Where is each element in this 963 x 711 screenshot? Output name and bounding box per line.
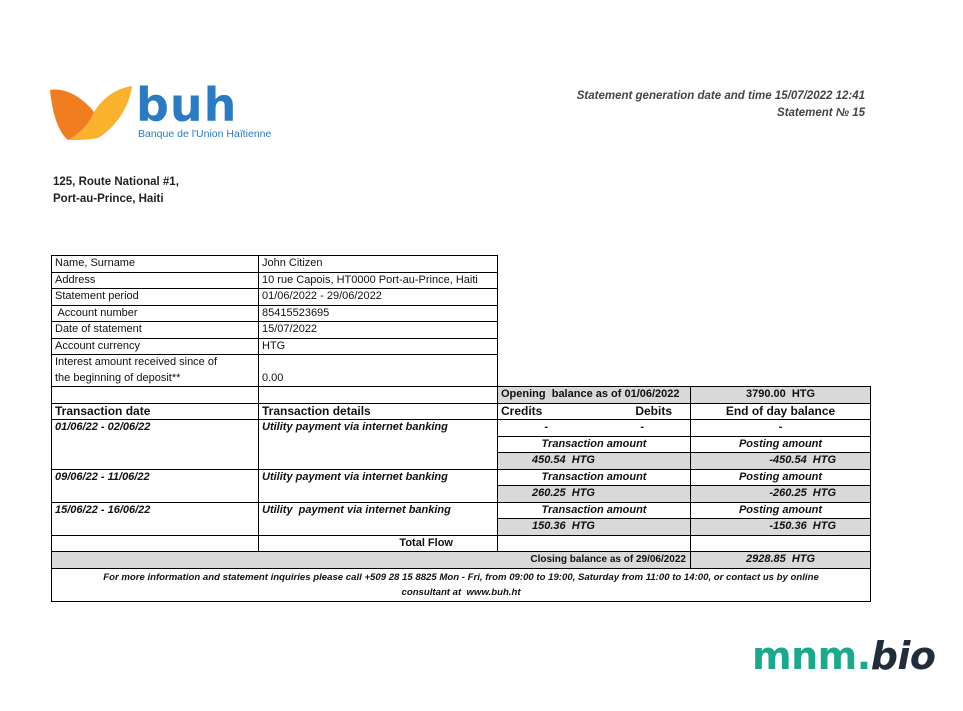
- footer-info: [52, 568, 871, 601]
- total-flow-label: Total Flow: [259, 535, 498, 552]
- posting-amount-label: Posting amount: [691, 469, 871, 486]
- bank-address: [53, 174, 179, 208]
- transaction-amount-label: Transaction amount: [498, 436, 691, 453]
- info-row: [52, 289, 871, 306]
- transaction-date: 01/06/22 - 02/06/22: [52, 420, 259, 470]
- statement-number: Statement № 15: [777, 107, 865, 119]
- info-label: Date of statement: [52, 322, 259, 339]
- bank-address-line1: 125, Route National #1,: [53, 176, 179, 188]
- posting-amount: -260.25 HTG: [691, 486, 871, 503]
- info-row: [52, 338, 871, 355]
- info-value: 01/06/2022 - 29/06/2022: [259, 289, 498, 306]
- transaction-details: Utility payment via internet banking: [259, 469, 498, 502]
- posting-amount-label: Posting amount: [691, 436, 871, 453]
- transaction-row: [52, 502, 871, 519]
- info-value: 10 rue Capois, HT0000 Port-au-Prince, Haiti: [259, 272, 498, 289]
- info-value: 85415523695: [259, 305, 498, 322]
- transaction-amount: 150.36 HTG: [498, 519, 691, 536]
- interest-row: [52, 355, 871, 371]
- info-label: Account number: [52, 305, 259, 322]
- transaction-date: 09/06/22 - 11/06/22: [52, 469, 259, 502]
- info-label: Name, Surname: [52, 256, 259, 273]
- col-transaction-details: Transaction details: [259, 403, 498, 420]
- info-label: Address: [52, 272, 259, 289]
- brand-name: buh: [136, 78, 238, 132]
- footer-row: [52, 568, 871, 601]
- info-row: [52, 272, 871, 289]
- transaction-date: 15/06/22 - 16/06/22: [52, 502, 259, 535]
- statement-table: [51, 255, 871, 602]
- col-credits: Credits: [498, 403, 595, 420]
- transaction-debit: -: [595, 420, 691, 437]
- closing-balance-label: Closing balance as of 29/06/2022: [52, 552, 691, 569]
- statement-header: [577, 88, 865, 122]
- closing-balance-row: [52, 552, 871, 569]
- watermark-logo: [752, 634, 936, 678]
- interest-row-2: [52, 371, 871, 387]
- transaction-amount-label: Transaction amount: [498, 469, 691, 486]
- interest-label-line2: the beginning of deposit**: [52, 371, 259, 387]
- watermark-part2: bio: [870, 634, 936, 678]
- total-flow-row: [52, 535, 871, 552]
- col-end-of-day: End of day balance: [691, 403, 871, 420]
- transaction-amount-label: Transaction amount: [498, 502, 691, 519]
- generation-datetime: Statement generation date and time 15/07/2022 12:41: [576, 90, 865, 102]
- transaction-row: [52, 420, 871, 437]
- col-debits: Debits: [595, 403, 691, 420]
- footer-line2: consultant at www.buh.ht: [401, 586, 521, 598]
- info-row: [52, 256, 871, 273]
- info-row: [52, 305, 871, 322]
- transaction-amount: 260.25 HTG: [498, 486, 691, 503]
- info-label: Statement period: [52, 289, 259, 306]
- transaction-row: [52, 469, 871, 486]
- posting-amount: -450.54 HTG: [691, 453, 871, 470]
- transaction-credit: -: [498, 420, 595, 437]
- watermark-part1: mnm.: [752, 634, 871, 678]
- transaction-details: Utility payment via internet banking: [259, 502, 498, 535]
- brand-subtitle: Banque de l'Union Haïtienne: [138, 128, 272, 140]
- info-value: 15/07/2022: [259, 322, 498, 339]
- transaction-details: Utility payment via internet banking: [259, 420, 498, 470]
- col-transaction-date: Transaction date: [52, 403, 259, 420]
- opening-balance-label: Opening balance as of 01/06/2022: [498, 387, 691, 404]
- opening-balance-value: 3790.00 HTG: [691, 387, 871, 404]
- footer-line1: For more information and statement inquiries please call +509 28 15 8825 Mon - Fri, from 09:00 to 19:00, Saturday from 11:00 to 14:00, or contact us by online: [103, 571, 819, 583]
- column-header-row: [52, 403, 871, 420]
- bank-address-line2: Port-au-Prince, Haiti: [53, 193, 164, 205]
- interest-label-line1: Interest amount received since of: [52, 355, 259, 371]
- posting-amount: -150.36 HTG: [691, 519, 871, 536]
- info-value: HTG: [259, 338, 498, 355]
- info-row: [52, 322, 871, 339]
- info-label: Account currency: [52, 338, 259, 355]
- posting-amount-label: Posting amount: [691, 502, 871, 519]
- info-value: John Citizen: [259, 256, 498, 273]
- transaction-eod: -: [691, 420, 871, 437]
- closing-balance-value: 2928.85 HTG: [691, 552, 871, 569]
- interest-value: 0.00: [259, 371, 498, 387]
- opening-balance-row: [52, 387, 871, 404]
- transaction-amount: 450.54 HTG: [498, 453, 691, 470]
